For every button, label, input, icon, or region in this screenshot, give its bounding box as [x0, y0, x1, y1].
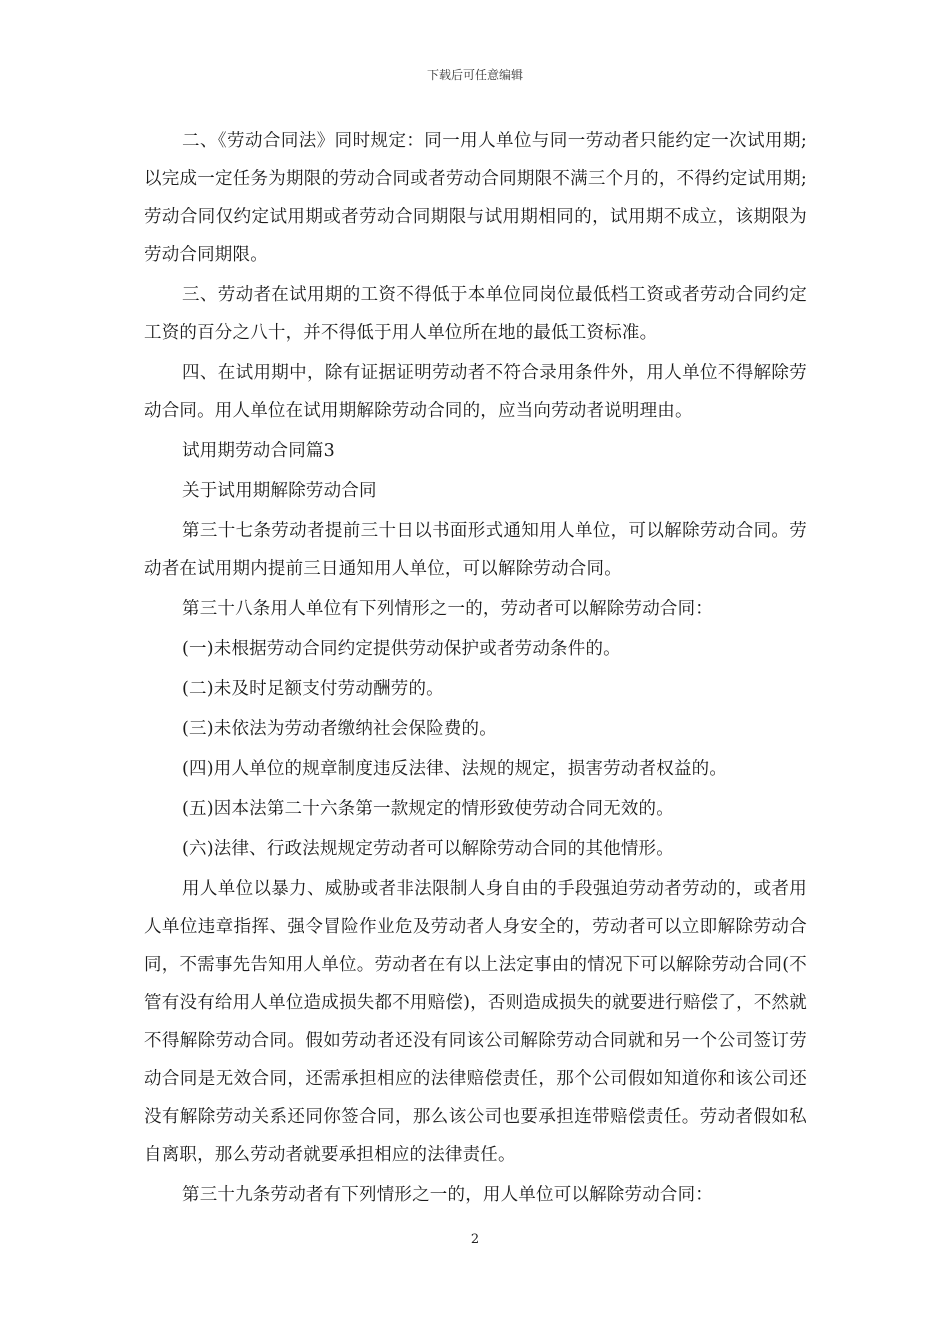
paragraph-rule-four: 四、在试用期中，除有证据证明劳动者不符合录用条件外，用人单位不得解除劳动合同。用人单位在试用期解除劳动合同的，应当向劳动者说明理由。	[144, 363, 807, 421]
list-item: (五)因本法第二十六条第一款规定的情形致使劳动合同无效的。	[182, 799, 674, 819]
list-item: (四)用人单位的规章制度违反法律、法规的规定，损害劳动者权益的。	[182, 759, 728, 779]
paragraph-rule-three: 三、劳动者在试用期的工资不得低于本单位同岗位最低档工资或者劳动合同约定工资的百分之八十，并不得低于用人单位所在地的最低工资标准。	[144, 285, 807, 343]
list-item: (三)未依法为劳动者缴纳社会保险费的。	[182, 719, 497, 739]
list-item: (一)未根据劳动合同约定提供劳动保护或者劳动条件的。	[182, 639, 621, 659]
list-item: (六)法律、行政法规规定劳动者可以解除劳动合同的其他情形。	[182, 839, 674, 859]
sub-heading: 关于试用期解除劳动合同	[182, 481, 377, 501]
paragraph-immediate-termination: 用人单位以暴力、威胁或者非法限制人身自由的手段强迫劳动者劳动的，或者用人单位违章指挥、强令冒险作业危及劳动者人身安全的，劳动者可以立即解除劳动合同，不需事先告知用人单位。劳动者在有以上法定事由的情况下可以解除劳动合同(不管有没有给用人单位造成损失都不用赔偿)，否则造成损失的就要进行赔偿了，不然就不得解除劳动合同。假如劳动者还没有同该公司解除劳动合同就和另一个公司签订劳动合同是无效合同，还需承担相应的法律赔偿责任，那个公司假如知道你和该公司还没有解除劳动关系还同你签合同，那么该公司也要承担连带赔偿责任。劳动者假如私自离职，那么劳动者就要承担相应的法律责任。	[144, 879, 807, 1165]
document-body	[144, 122, 807, 1214]
paragraph-article-39: 第三十九条劳动者有下列情形之一的，用人单位可以解除劳动合同：	[182, 1185, 713, 1205]
page-header: 下载后可任意编辑	[426, 68, 523, 82]
page-number: 2	[470, 1232, 480, 1247]
paragraph-rule-two: 二、《劳动合同法》同时规定：同一用人单位与同一劳动者只能约定一次试用期;以完成一定任务为期限的劳动合同或者劳动合同期限不满三个月的，不得约定试用期;劳动合同仅约定试用期或者劳动合同期限与试用期相同的，试用期不成立，该期限为劳动合同期限。	[144, 131, 807, 265]
paragraph-article-37: 第三十七条劳动者提前三十日以书面形式通知用人单位，可以解除劳动合同。劳动者在试用期内提前三日通知用人单位，可以解除劳动合同。	[144, 521, 807, 579]
section-heading: 试用期劳动合同篇3	[182, 441, 335, 461]
list-item: (二)未及时足额支付劳动酬劳的。	[182, 679, 444, 699]
paragraph-article-38: 第三十八条用人单位有下列情形之一的，劳动者可以解除劳动合同：	[182, 599, 713, 619]
